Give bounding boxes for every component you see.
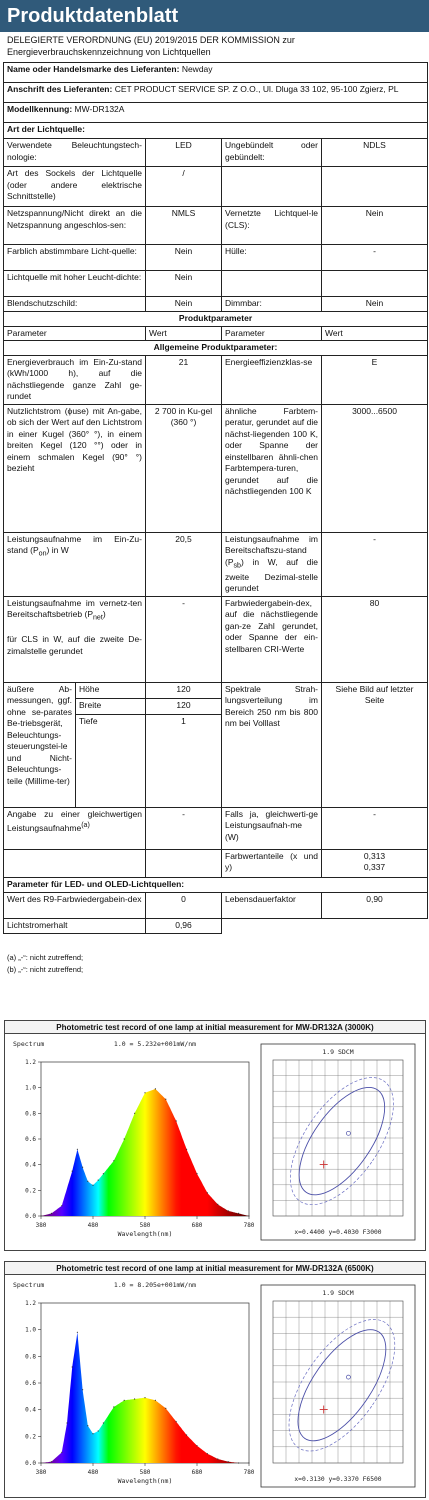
spectrum-point bbox=[134, 1113, 135, 1114]
networked-standby-value: - bbox=[146, 596, 222, 682]
spectrum-point bbox=[196, 1173, 197, 1174]
dimension-depth-value: 1 bbox=[146, 714, 222, 807]
standby-power-value: - bbox=[322, 532, 428, 596]
x-tick-label: 480 bbox=[87, 1222, 99, 1229]
type-label: Lichtquelle mit hoher Leucht-dichte: bbox=[4, 271, 146, 297]
x-tick-label: 580 bbox=[139, 1469, 151, 1476]
spectrum-point bbox=[103, 1422, 104, 1423]
spectrum-point bbox=[238, 1462, 239, 1463]
spectrum-point bbox=[87, 1425, 88, 1426]
spectrum-point bbox=[82, 1389, 83, 1390]
y-tick-label: 0.8 bbox=[25, 1110, 36, 1118]
y-tick-label: 0.4 bbox=[25, 1161, 36, 1169]
spectrum-label: Spectrum bbox=[13, 1040, 45, 1048]
sdcm-label: 1.9 SDCM bbox=[322, 1289, 354, 1297]
equivalent-power-w-value: - bbox=[322, 807, 428, 849]
spectrum-point bbox=[92, 1185, 93, 1186]
type-label bbox=[222, 271, 322, 297]
photometric-title: Photometric test record of one lamp at initial measurement for MW-DR132A (6500K) bbox=[5, 1262, 425, 1275]
networked-standby-note: für CLS in W, auf die zweite De-zimalstelle gerundet bbox=[7, 634, 142, 656]
y-tick-label: 0.0 bbox=[25, 1460, 36, 1467]
lumen-maintenance-value: 0,96 bbox=[146, 918, 222, 933]
product-params-heading: Produktparameter bbox=[4, 312, 428, 327]
dimensions-label: äußere Ab-messungen, ggf. ohne se-parates Be-triebsgerät, Beleuchtungs-steuerungstei-le und Nicht-Beleuchtungs-teile (Millime-ter) bbox=[4, 682, 76, 807]
luminous-flux-value: 2 700 in Ku-gel (360 °) bbox=[146, 404, 222, 532]
product-table bbox=[3, 62, 428, 934]
cct-label: ähnliche Farbtem-peratur, gerundet auf die nächst-liegenden 100 K, oder Spanne der einstellbaren ähnli-chen Farbtempera-turen, gerundet auf die nächstliegenden 100 K bbox=[222, 404, 322, 532]
type-label: Verwendete Beleuchtungstech-nologie: bbox=[4, 139, 146, 167]
col-header-param: Parameter bbox=[4, 326, 146, 341]
standby-power-tail: ) in W, auf die zweite Dezimal-stelle gerundet bbox=[225, 556, 318, 594]
equivalent-power-sup: (a) bbox=[81, 821, 90, 830]
r9-value: 0 bbox=[146, 892, 222, 918]
spectrum-point bbox=[248, 1215, 249, 1216]
type-value: Nein bbox=[146, 245, 222, 271]
spectrum-point bbox=[217, 1458, 218, 1459]
footnote-a: (a) „-“: nicht zutreffend; bbox=[7, 953, 84, 962]
spectrum-point bbox=[72, 1366, 73, 1367]
photometric-title: Photometric test record of one lamp at initial measurement for MW-DR132A (3000K) bbox=[5, 1021, 425, 1034]
x-tick-label: 580 bbox=[139, 1222, 151, 1229]
x-tick-label: 380 bbox=[35, 1222, 47, 1229]
spectrum-point bbox=[124, 1400, 125, 1401]
spectrum-point bbox=[98, 1430, 99, 1431]
spectrum-point bbox=[77, 1332, 78, 1333]
type-label: Hülle: bbox=[222, 245, 322, 271]
empty-cell bbox=[146, 849, 222, 877]
y-tick-label: 0.6 bbox=[25, 1380, 36, 1387]
spectrum-point bbox=[124, 1138, 125, 1139]
supplier-name-value: Newday bbox=[181, 64, 213, 74]
networked-standby-label bbox=[4, 596, 146, 682]
scale-label: 1.0 = 8.205e+001mW/nm bbox=[113, 1281, 197, 1289]
on-power-sub: on bbox=[38, 549, 47, 558]
spectrum-point bbox=[196, 1445, 197, 1446]
type-value: LED bbox=[146, 139, 222, 167]
luminous-flux-label: Nutzlichtstrom (ϕuse) mit An-gabe, ob sich der Wert auf den Lichtstrom in einer Kugel (360° °), in einem breiten Kegel (120 °°) oder in einem schmalen Kegel (90° °) bezieht bbox=[4, 404, 146, 532]
supplier-address-row bbox=[4, 83, 428, 103]
x-axis-label: Wavelength(nm) bbox=[117, 1477, 173, 1485]
regulation-subline: Energieverbrauchskennzeichnung von Lichtquellen bbox=[7, 47, 211, 57]
type-value: Nein bbox=[322, 297, 428, 312]
supplier-name-row bbox=[4, 63, 428, 83]
spectrum-point bbox=[66, 1422, 67, 1423]
x-tick-label: 680 bbox=[191, 1222, 203, 1229]
spectrum-area bbox=[41, 1089, 249, 1216]
spectrum-point bbox=[72, 1171, 73, 1172]
cri-value: 80 bbox=[322, 596, 428, 682]
spectrum-point bbox=[144, 1092, 145, 1093]
spectrum-point bbox=[176, 1421, 177, 1422]
y-tick-label: 1.2 bbox=[25, 1300, 36, 1307]
type-value: Nein bbox=[322, 207, 428, 245]
spectrum-point bbox=[165, 1408, 166, 1409]
x-tick-label: 380 bbox=[35, 1469, 47, 1476]
x-axis-label: Wavelength(nm) bbox=[117, 1230, 173, 1238]
chromaticity-label: Farbwertanteile (x und y) bbox=[222, 849, 322, 877]
supplier-address-value: CET PRODUCT SERVICE SP. Z O.O., Ul. Dluga 33 102, 95-100 Zgierz, PL bbox=[114, 84, 399, 94]
standby-power-text: Leistungsaufnahme im Bereitschaftszu-stand (P bbox=[225, 533, 318, 567]
light-source-type-heading: Art der Lichtquelle: bbox=[4, 123, 428, 139]
on-power-text: Leistungsaufnahme im Ein-Zu-stand (P bbox=[7, 533, 142, 555]
spectrum-point bbox=[82, 1167, 83, 1168]
dimension-width-label: Breite bbox=[76, 698, 146, 714]
energy-consumption-label: Energieverbrauch im Ein-Zu-stand (kWh/1000 h), auf die nächstliegende ganze Zahl ge-rundet bbox=[4, 355, 146, 404]
spectrum-point bbox=[40, 1215, 41, 1216]
equivalent-power-w-label: Falls ja, gleichwerti-ge Leistungsaufnah-me (W) bbox=[222, 807, 322, 849]
spectral-distribution-value: Siehe Bild auf letzter Seite bbox=[322, 682, 428, 807]
spectrum-point bbox=[61, 1452, 62, 1453]
type-value: / bbox=[146, 167, 222, 207]
x-tick-label: 780 bbox=[243, 1469, 255, 1476]
y-tick-label: 1.0 bbox=[25, 1084, 36, 1092]
y-tick-label: 0.8 bbox=[25, 1353, 36, 1361]
spectrum-point bbox=[134, 1398, 135, 1399]
spectrum-point bbox=[186, 1149, 187, 1150]
spectrum-label: Spectrum bbox=[13, 1281, 45, 1289]
spectrum-point bbox=[61, 1205, 62, 1206]
on-power-tail: ) in W bbox=[46, 545, 69, 555]
chromaticity-value bbox=[322, 849, 428, 877]
type-label: Vernetzte Lichtquel-le (CLS): bbox=[222, 207, 322, 245]
energy-class-value: E bbox=[322, 355, 428, 404]
photometric-record-6500k bbox=[4, 1261, 426, 1498]
networked-standby-text: Leistungsaufnahme im vernetz-ten Bereitschaftsbetrieb (P bbox=[7, 597, 142, 620]
col-header-param: Parameter bbox=[222, 326, 322, 341]
intro-text bbox=[7, 34, 417, 58]
chromaticity-coords: x=0.4400 y=0.4030 F3000 bbox=[294, 1229, 382, 1236]
page-title: Produktdatenblatt bbox=[7, 5, 179, 27]
empty-cell bbox=[222, 918, 322, 933]
model-row bbox=[4, 103, 428, 123]
type-value bbox=[322, 167, 428, 207]
y-tick-label: 0.6 bbox=[25, 1136, 36, 1143]
type-value: Nein bbox=[146, 271, 222, 297]
type-label: Art des Sockels der Lichtquelle (oder andere elektrische Schnittstelle) bbox=[4, 167, 146, 207]
footnotes bbox=[7, 952, 83, 976]
spectrum-point bbox=[51, 1461, 52, 1462]
spectral-distribution-label: Spektrale Strah-lungsverteilung im Bereich 250 nm bis 800 nm bei Volllast bbox=[222, 682, 322, 807]
type-label: Netzspannung/Nicht direkt an die Netzspannung angeschlos-sen: bbox=[4, 207, 146, 245]
spectrum-point bbox=[228, 1461, 229, 1462]
type-label bbox=[222, 167, 322, 207]
spectrum-point bbox=[165, 1099, 166, 1100]
spectrum-point bbox=[207, 1192, 208, 1193]
on-power-label bbox=[4, 532, 146, 596]
type-value: NDLS bbox=[322, 139, 428, 167]
empty-cell bbox=[4, 849, 146, 877]
model-label: Modellkennung: bbox=[7, 104, 73, 114]
spectrum-point bbox=[176, 1120, 177, 1121]
networked-standby-tail: ) bbox=[102, 609, 106, 620]
spectrum-point bbox=[87, 1181, 88, 1182]
supplier-name-label: Name oder Handelsmarke des Lieferanten: bbox=[7, 64, 180, 74]
spectrum-point bbox=[207, 1453, 208, 1454]
type-value: - bbox=[322, 245, 428, 271]
spectrum-point bbox=[186, 1434, 187, 1435]
x-tick-label: 680 bbox=[191, 1469, 203, 1476]
standby-power-label bbox=[222, 532, 322, 596]
chromaticity-x: 0,313 bbox=[363, 850, 386, 861]
r9-label: Wert des R9-Farbwiedergabein-dex bbox=[4, 892, 146, 918]
spectrum-point bbox=[98, 1180, 99, 1181]
photometric-record-3000k bbox=[4, 1020, 426, 1251]
led-params-heading: Parameter für LED- und OLED-Lichtquellen: bbox=[4, 877, 428, 892]
type-label: Farblich abstimmbare Licht-quelle: bbox=[4, 245, 146, 271]
cct-value: 3000...6500 bbox=[322, 404, 428, 532]
y-tick-label: 0.4 bbox=[25, 1406, 36, 1414]
spectrum-point bbox=[113, 1160, 114, 1161]
dimension-width-value: 120 bbox=[146, 698, 222, 714]
spectrum-point bbox=[113, 1406, 114, 1407]
survival-factor-value: 0,90 bbox=[322, 892, 428, 918]
general-params-heading: Allgemeine Produktparameter: bbox=[4, 341, 428, 356]
spectrum-point bbox=[155, 1088, 156, 1089]
equivalent-power-value: - bbox=[146, 807, 222, 849]
regulation-line: DELEGIERTE VERORDNUNG (EU) 2019/2015 DER KOMMISSION zur bbox=[7, 35, 295, 45]
dimension-height-label: Höhe bbox=[76, 682, 146, 698]
networked-standby-sub: net bbox=[92, 613, 103, 622]
model-value: MW-DR132A bbox=[74, 104, 125, 114]
spectrum-point bbox=[92, 1433, 93, 1434]
spectrum-point bbox=[155, 1400, 156, 1401]
y-tick-label: 0.2 bbox=[25, 1433, 36, 1441]
x-tick-label: 780 bbox=[243, 1222, 255, 1229]
lumen-maintenance-label: Lichtstromerhalt bbox=[4, 918, 146, 933]
dimension-depth-label: Tiefe bbox=[76, 714, 146, 807]
chromaticity-y: 0,337 bbox=[363, 862, 386, 873]
spectrum-point bbox=[40, 1462, 41, 1463]
footnote-b: (b) „-“: nicht zutreffend; bbox=[7, 965, 84, 974]
x-tick-label: 480 bbox=[87, 1469, 99, 1476]
chromaticity-coords: x=0.3130 y=0.3370 F6500 bbox=[294, 1476, 382, 1483]
spectrum-point bbox=[77, 1149, 78, 1150]
on-power-value: 20,5 bbox=[146, 532, 222, 596]
col-header-value: Wert bbox=[322, 326, 428, 341]
dimension-height-value: 120 bbox=[146, 682, 222, 698]
col-header-value: Wert bbox=[146, 326, 222, 341]
spectrum-chart-3000k bbox=[5, 1034, 425, 1250]
equivalent-power-label bbox=[4, 807, 146, 849]
cri-label: Farbwiedergabein-dex, auf die nächstliegende gan-ze Zahl gerundet, oder Spanne der ein-stellbaren CRI-Werte bbox=[222, 596, 322, 682]
spectrum-point bbox=[228, 1210, 229, 1211]
spectrum-point bbox=[248, 1462, 249, 1463]
survival-factor-label: Lebensdauerfaktor bbox=[222, 892, 322, 918]
energy-consumption-value: 21 bbox=[146, 355, 222, 404]
type-label: Blendschutzschild: bbox=[4, 297, 146, 312]
spectrum-point bbox=[217, 1204, 218, 1205]
y-tick-label: 1.2 bbox=[25, 1059, 36, 1066]
type-value bbox=[322, 271, 428, 297]
energy-class-label: Energieeffizienzklas-se bbox=[222, 355, 322, 404]
type-value: Nein bbox=[146, 297, 222, 312]
empty-cell bbox=[322, 918, 428, 933]
type-label: Ungebündelt oder gebündelt: bbox=[222, 139, 322, 167]
header-bar bbox=[0, 0, 429, 32]
type-value: NMLS bbox=[146, 207, 222, 245]
equivalent-power-text: Angabe zu einer gleichwertigen Leistungsaufnahme bbox=[7, 808, 142, 834]
y-tick-label: 1.0 bbox=[25, 1326, 36, 1334]
standby-power-sub: sb bbox=[233, 561, 241, 570]
supplier-address-label: Anschrift des Lieferanten: bbox=[7, 84, 113, 94]
spectrum-point bbox=[103, 1173, 104, 1174]
spectrum-point bbox=[51, 1213, 52, 1214]
y-tick-label: 0.2 bbox=[25, 1187, 36, 1195]
scale-label: 1.0 = 5.232e+001mW/nm bbox=[113, 1040, 197, 1048]
spectrum-point bbox=[238, 1213, 239, 1214]
y-tick-label: 0.0 bbox=[25, 1213, 36, 1220]
spectrum-chart-6500k bbox=[5, 1275, 425, 1497]
type-label: Dimmbar: bbox=[222, 297, 322, 312]
spectrum-point bbox=[144, 1397, 145, 1398]
sdcm-label: 1.9 SDCM bbox=[322, 1048, 354, 1056]
